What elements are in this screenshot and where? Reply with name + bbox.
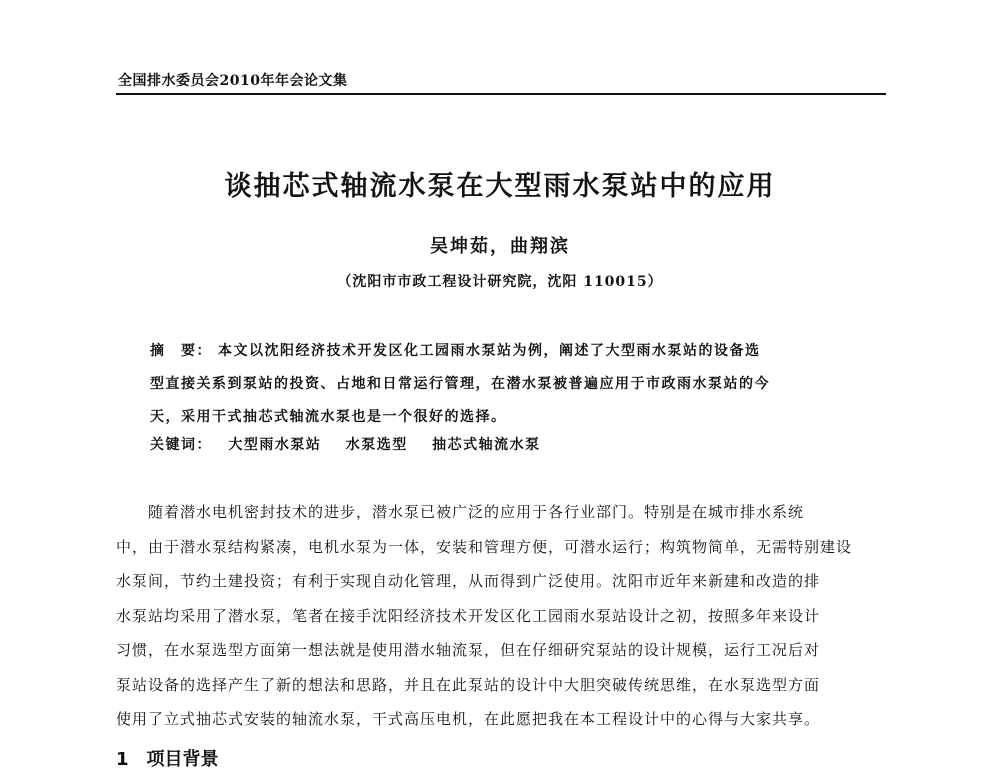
body-line: 中，由于潜水泵结构紧凑，电机水泵为一体，安装和管理方便，可潜水运行；构筑物简单，无需特别建设 bbox=[116, 537, 853, 556]
body-line: 泵站设备的选择产生了新的想法和思路，并且在此泵站的设计中大胆突破传统思维，在水泵选型方面 bbox=[116, 675, 821, 694]
body-line: 使用了立式抽芯式安装的轴流水泵，干式高压电机，在此愿把我在本工程设计中的心得与大家共享。 bbox=[116, 710, 821, 728]
abstract-text: 本文以沈阳经济技术开发区化工园雨水泵站为例，阐述了大型雨水泵站的设备选 bbox=[218, 343, 761, 359]
keyword: 大型雨水泵站 bbox=[228, 437, 322, 453]
body-line: 习惯，在水泵选型方面第一想法就是使用潜水轴流泵，但在仔细研究泵站的设计规模，运行工况后对 bbox=[116, 641, 821, 659]
body-line: 随着潜水电机密封技术的进步，潜水泵已被广泛的应用于各行业部门。特别是在城市排水系统 bbox=[148, 503, 805, 521]
abstract-line: 型直接关系到泵站的投资、占地和日常运行管理，在潜水泵被普遍应用于市政雨水泵站的今 bbox=[150, 376, 770, 392]
abstract-label: 摘 要： bbox=[150, 343, 212, 359]
abstract-line: 天，采用干式抽芯式轴流水泵也是一个很好的选择。 bbox=[150, 409, 507, 425]
keywords-label: 关键词： bbox=[150, 437, 212, 453]
body-line: 水泵站均采用了潜水泵，笔者在接手沈阳经济技术开发区化工园雨水泵站设计之初，按照多年来设计 bbox=[116, 606, 821, 625]
header-rule bbox=[116, 93, 886, 95]
abstract-line bbox=[150, 335, 870, 368]
paper-authors: 吴坤茹，曲翔滨 bbox=[430, 236, 570, 257]
paper-affiliation: （沈阳市市政工程设计研究院，沈阳 110015） bbox=[337, 274, 663, 290]
section-number: 1 bbox=[116, 749, 129, 770]
keywords bbox=[150, 434, 559, 454]
keyword: 水泵选型 bbox=[345, 437, 408, 453]
body-paragraph bbox=[116, 495, 888, 737]
body-line: 水泵间，节约土建投资；有利于实现自动化管理，从而得到广泛使用。沈阳市近年来新建和改造的排 bbox=[116, 572, 821, 590]
running-header: 全国排水委员会2010年年会论文集 bbox=[118, 73, 348, 89]
section-heading bbox=[116, 745, 219, 771]
abstract bbox=[150, 335, 870, 434]
keyword: 抽芯式轴流水泵 bbox=[432, 437, 541, 453]
paper-title: 谈抽芯式轴流水泵在大型雨水泵站中的应用 bbox=[224, 171, 776, 202]
section-title: 项目背景 bbox=[146, 749, 219, 770]
